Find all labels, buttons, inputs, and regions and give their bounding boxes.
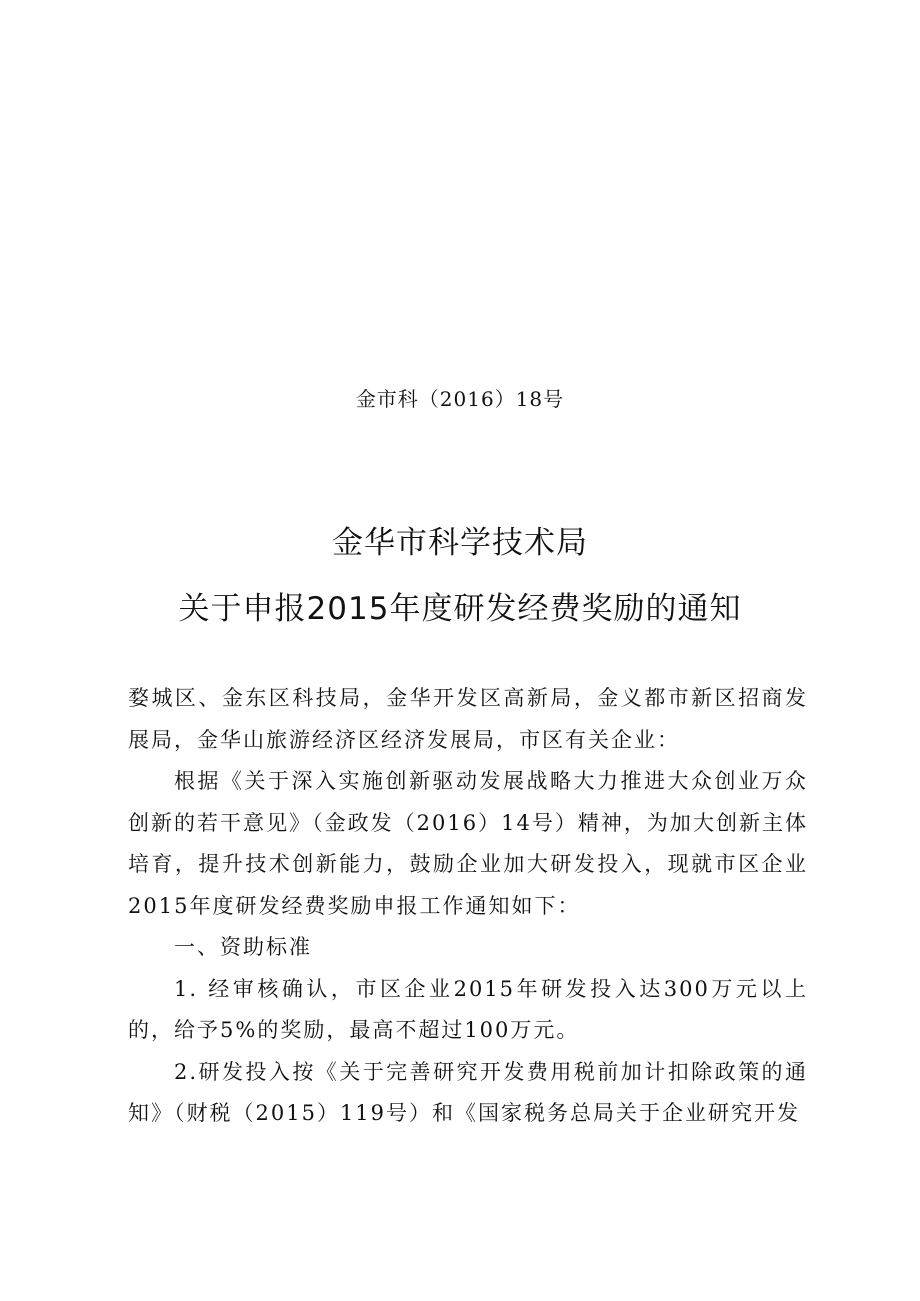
document-title-line-1: 金华市科学技术局 bbox=[332, 525, 588, 561]
addressees-paragraph: 婺城区、金东区科技局，金华开发区高新局，金义都市新区招商发展局，金华山旅游经济区经济发展局，市区有关企业： bbox=[128, 686, 808, 752]
document-title-line-2: 关于申报2015年度研发经费奖励的通知 bbox=[178, 591, 742, 627]
item-1-paragraph: 1. 经审核确认，市区企业2015年研发投入达300万元以上的，给予5%的奖励，最高不超过100万元。 bbox=[128, 976, 808, 1042]
document-body bbox=[128, 678, 808, 1135]
intro-paragraph: 根据《关于深入实施创新驱动发展战略大力推进大众创业万众创新的若干意见》（金政发（2016）14号）精神，为加大创新主体培育，提升技术创新能力，鼓励企业加大研发投入，现就市区企业2015年度研发经费奖励申报工作通知如下： bbox=[128, 769, 808, 918]
item-2-paragraph: 2.研发投入按《关于完善研究开发费用税前加计扣除政策的通知》（财税（2015）119号）和《国家税务总局关于企业研究开发 bbox=[128, 1059, 808, 1125]
document-number: 金市科（2016）18号 bbox=[355, 387, 565, 411]
section-heading: 一、资助标准 bbox=[174, 935, 312, 959]
